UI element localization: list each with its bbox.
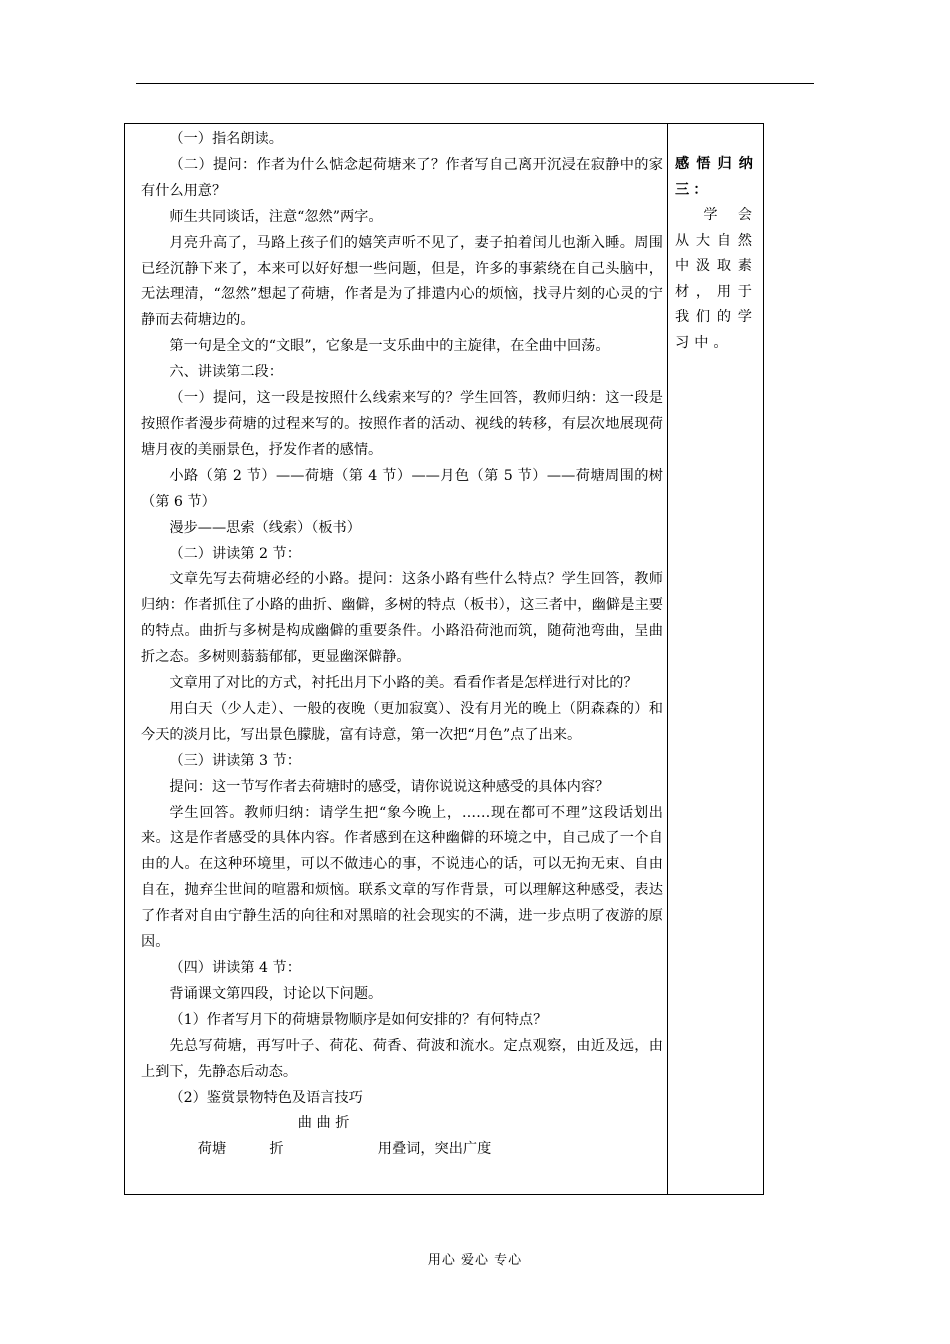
teaching-process-cell [141,127,663,1163]
reflection-cell [675,152,757,356]
column-divider [667,124,668,1194]
reflection-body [675,203,757,356]
paragraph: （一）指名朗读。 [169,131,283,147]
section-heading: 六、讲读第二段： [169,364,283,381]
paragraph: 学生回答。教师归纳：请学生把“象今晚上，……现在都可不理”这段话划出来。这是作者感受的具体内容。作者感到在这种幽僻的环境之中，自己成了一个自由的人。在这种环境里，可以不做违心的事，不说违心的话，可以无拘无束、自由自在，抛弃尘世间的喧嚣和烦恼。联系文章的写作背景，可以理解这种感受，表达了作者对自由宁静生活的向往和对黑暗的社会现实的不满，进一步点明了夜游的原因。 [141,804,663,951]
paragraph: 小路（第 2 节）——荷塘（第 4 节）——月色（第 5 节）——荷塘周围的树（第 6 节） [141,467,663,510]
scenery-term: 荷塘 [197,1141,227,1158]
lesson-plan-table [124,123,764,1195]
paragraph: 用白天（少人走）、一般的夜晚（更加寂寞）、没有月光的晚上（阴森森的）和今天的淡月比，写出景色朦胧，富有诗意，第一次把“月色”点了出来。 [141,700,663,743]
scenery-technique: 用叠词，突出广度 [377,1141,492,1158]
paragraph: 文章用了对比的方式，衬托出月下小路的美。看看作者是怎样进行对比的？ [169,675,638,692]
paragraph: 背诵课文第四段，讨论以下问题。 [169,985,383,1002]
paragraph: 漫步——思索（线索）（板书） [169,519,361,536]
scenery-row [141,1111,663,1163]
paragraph: 师生共同谈话，注意“忽然”两字。 [169,208,383,225]
paragraph: 文章先写去荷塘必经的小路。提问：这条小路有些什么特点？学生回答，教师归纳：作者抓住了小路的曲折、幽僻，多树的特点（板书），这三者中，幽僻是主要的特点。曲折与多树是构成幽僻的重要条件。小路沿荷池而筑，随荷池弯曲，呈曲折之态。多树则蓊蓊郁郁，更显幽深僻静。 [141,571,663,666]
paragraph: 先总写荷塘，再写叶子、荷花、荷香、荷波和流水。定点观察，由近及远，由上到下，先静态后动态。 [141,1037,663,1080]
header-rule [136,83,814,84]
paragraph: （2）鉴赏景物特色及语言技巧 [169,1089,363,1106]
subsection-heading: （三）讲读第 3 节： [169,752,301,769]
paragraph: （二）提问：作者为什么惦念起荷塘来了？作者写自己离开沉浸在寂静中的家有什么用意？ [141,156,663,199]
reflection-text: 学会从大自然中汲取素材，用于我们的学习中。 [675,207,757,351]
subsection-heading: （二）讲读第 2 节： [169,545,301,562]
paragraph: （一）提问，这一段是按照什么线索来写的？学生回答，教师归纳：这一段是按照作者漫步荷塘的过程来写的。按照作者的活动、视线的转移，有层次地展现荷塘月夜的美丽景色，抒发作者的感情。 [141,390,663,458]
paragraph: 提问：这一节写作者去荷塘时的感受，请你说说这种感受的具体内容？ [169,778,610,795]
page-footer: 用心 爱心 专心 [427,1253,523,1268]
subsection-heading: （四）讲读第 4 节： [169,960,301,976]
reflection-title: 感悟归纳三： [675,156,757,198]
paragraph: 第一句是全文的“文眼”，它象是一支乐曲中的主旋律，在全曲中回荡。 [169,338,610,355]
paragraph: 月亮升高了，马路上孩子们的嬉笑声听不见了，妻子拍着闰儿也渐入睡。周围已经沉静下来了，本来可以好好想一些问题，但是，许多的事萦绕在自己头脑中，无法理清，“忽然”想起了荷塘，作者是为了排遣内心的烦恼，找寻片刻的心灵的宁静而去荷塘边的。 [141,234,663,329]
scenery-feature: 曲曲折折 [269,1115,350,1158]
paragraph: （1）作者写月下的荷塘景物顺序是如何安排的？有何特点？ [169,1011,548,1028]
